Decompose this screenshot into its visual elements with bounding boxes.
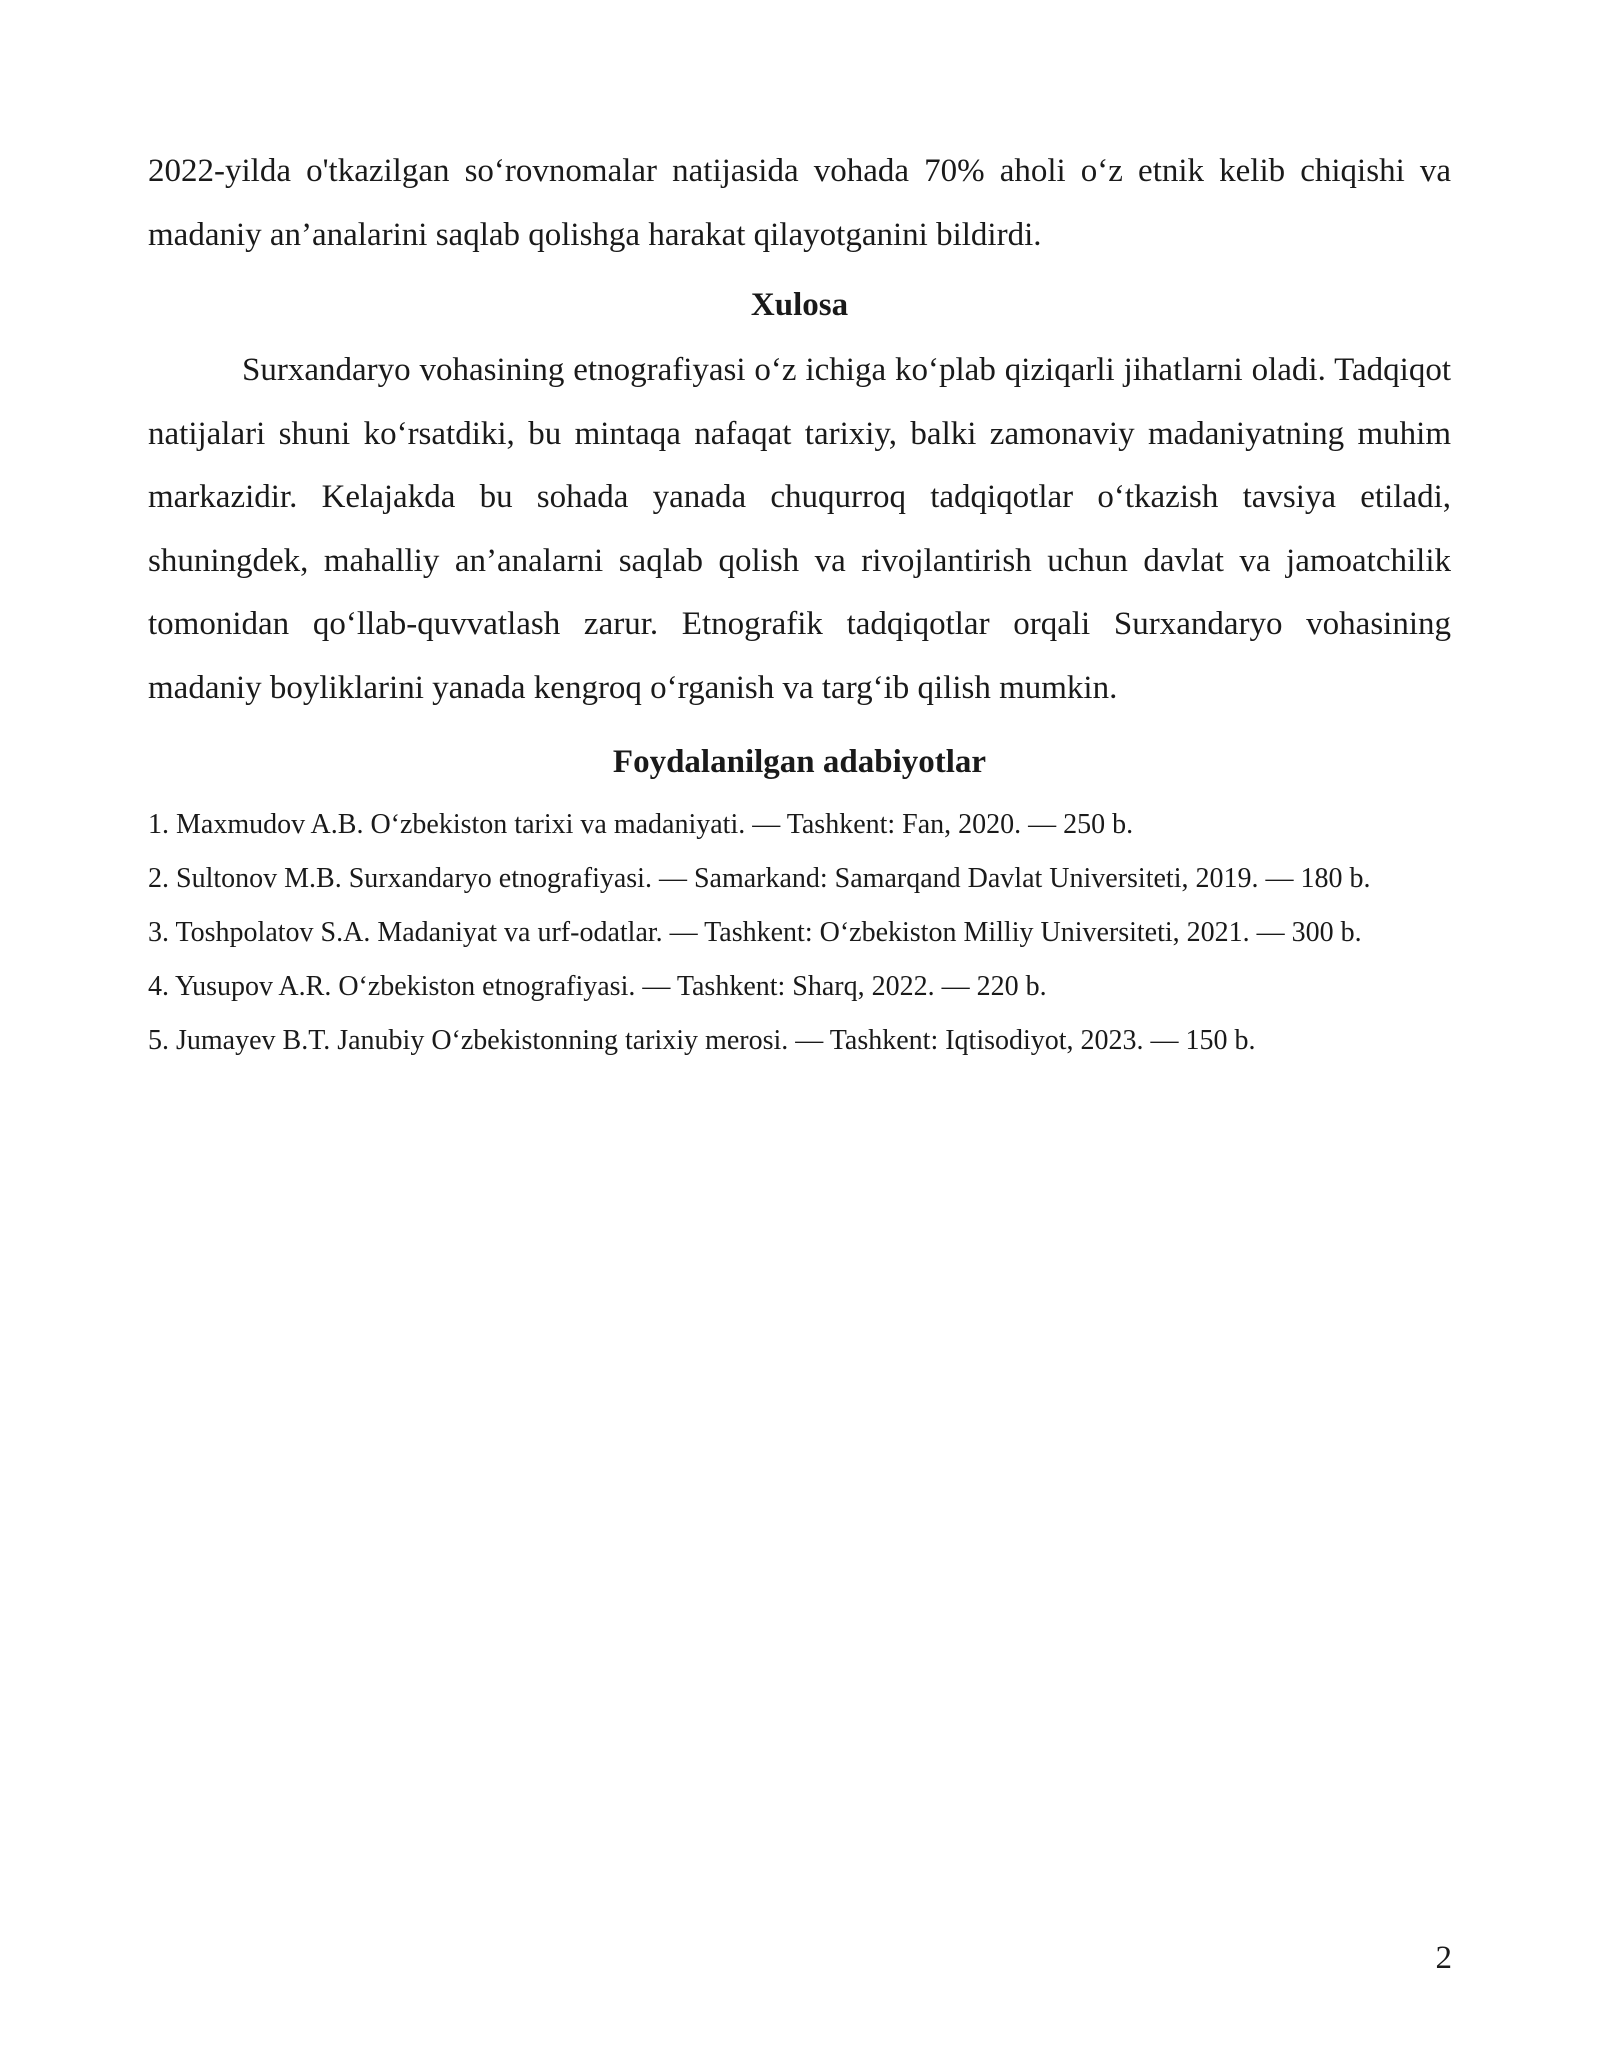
references-heading: Foydalanilgan adabiyotlar: [612, 744, 987, 780]
reference-item: 3. Toshpolatov S.A. Madaniyat va urf-odatlar. — Tashkent: O‘zbekiston Milliy Universiteti, 2021. — 300 b.: [148, 917, 1362, 948]
conclusion-heading: Xulosa: [750, 287, 849, 323]
reference-item: 2. Sultonov M.B. Surxandaryo etnografiyasi. — Samarkand: Samarqand Davlat Universiteti, 2019. — 180 b.: [148, 863, 1371, 894]
reference-item: 1. Maxmudov A.B. O‘zbekiston tarixi va madaniyati. — Tashkent: Fan, 2020. — 250 b.: [148, 809, 1134, 840]
references-list: [148, 798, 1451, 1068]
conclusion-paragraph: Surxandaryo vohasining etnografiyasi o‘z ichiga ko‘plab qiziqarli jihatlarni oladi. Tadqiqot natijalari shuni ko‘rsatdiki, bu mintaqa nafaqat tarixiy, balki zamonaviy madaniyatning muhim markazidir. Kelajakda bu sohada yanada chuqurroq tadqiqotlar o‘tkazish tavsiya etiladi, shuningdek, mahalliy an’analarni saqlab qolish va rivojlantirish uchun davlat va jamoatchilik tomonidan qo‘llab-quvvatlash zarur. Etnografik tadqiqotlar orqali Surxandaryo vohasining madaniy boyliklarini yanada kengroq o‘rganish va targ‘ib qilish mumkin.: [148, 352, 1451, 706]
page-content: [148, 140, 1451, 1068]
page-number: 2: [1435, 1940, 1452, 1976]
reference-item: 4. Yusupov A.R. O‘zbekiston etnografiyasi. — Tashkent: Sharq, 2022. — 220 b.: [148, 971, 1047, 1002]
reference-item: 5. Jumayev B.T. Janubiy O‘zbekistonning tarixiy merosi. — Tashkent: Iqtisodiyot, 2023. — 150 b.: [148, 1025, 1256, 1056]
intro-paragraph: 2022-yilda o'tkazilgan so‘rovnomalar natijasida vohada 70% aholi o‘z etnik kelib chiqishi va madaniy an’analarini saqlab qolishga harakat qilayotganini bildirdi.: [148, 153, 1451, 253]
